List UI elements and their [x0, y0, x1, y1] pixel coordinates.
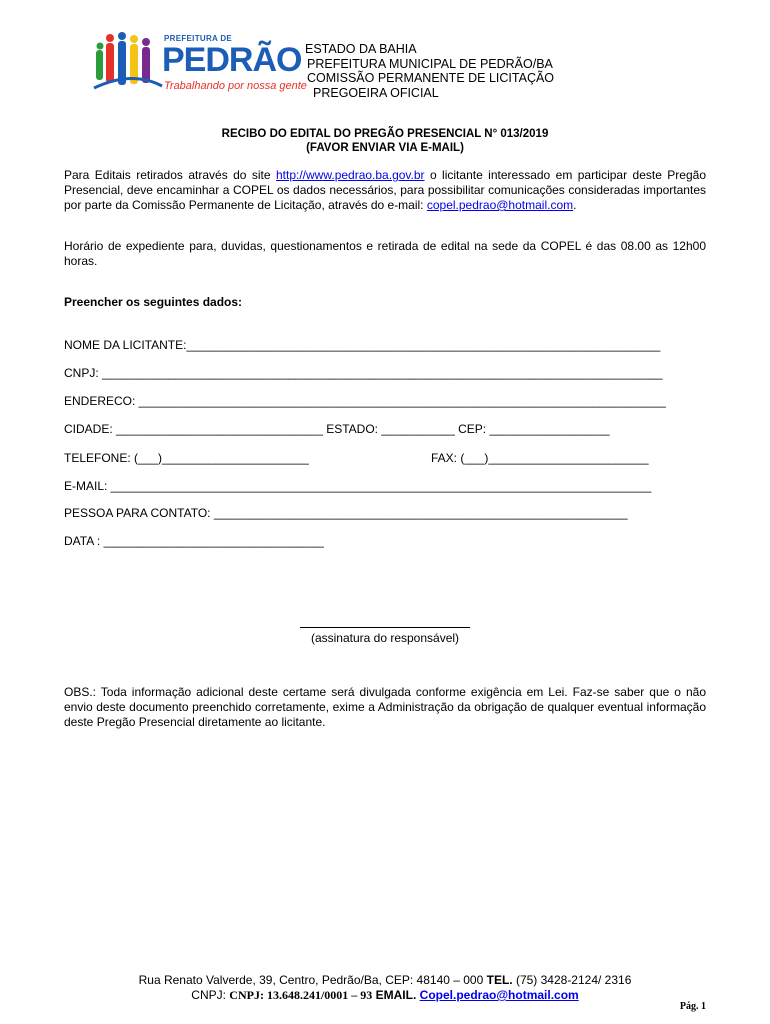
- logo-tagline: Trabalhando por nossa gente: [164, 80, 307, 92]
- page-number: Pág. 1: [679, 1001, 706, 1012]
- footer-email-label: EMAIL.: [375, 988, 417, 1002]
- field-cidade[interactable]: CIDADE: _______________________________ ESTADO: ___________ CEP: __________________: [64, 422, 610, 436]
- fill-heading: Preencher os seguintes dados:: [64, 295, 243, 309]
- field-nome[interactable]: NOME DA LICITANTE:_______________________________________________________________________: [64, 338, 661, 352]
- email-link[interactable]: copel.pedrao@hotmail.com: [426, 198, 574, 212]
- footer-address: Rua Renato Valverde, 39, Centro, Pedrão/Ba, CEP: 48140 – 000: [138, 973, 487, 987]
- pedrao-logo: [92, 30, 307, 100]
- intro-paragraph: [64, 168, 706, 213]
- field-contato[interactable]: PESSOA PARA CONTATO: ______________________________________________________________: [64, 506, 628, 520]
- site-link[interactable]: http://www.pedrao.ba.gov.br: [276, 168, 425, 182]
- header-state: ESTADO DA BAHIA: [305, 42, 417, 56]
- footer-email-link[interactable]: Copel.pedrao@hotmail.com: [419, 988, 579, 1002]
- logo-name: PEDRÃO: [162, 41, 302, 79]
- header-pregoeira: PREGOEIRA OFICIAL: [313, 85, 439, 100]
- hours-paragraph: Horário de expediente para, duvidas, questionamentos e retirada de edital na sede da COPEL é das 08.00 as 12h00 horas.: [64, 239, 706, 268]
- intro-text-end: .: [573, 198, 577, 212]
- document-header: [305, 42, 554, 100]
- footer-tel: (75) 3428-2124/ 2316: [512, 973, 632, 987]
- header-prefecture: PREFEITURA MUNICIPAL DE PEDRÃO/BA: [307, 56, 553, 71]
- intro-text-before: Para Editais retirados através do site: [64, 168, 276, 182]
- footer-contact-line: [0, 988, 770, 1003]
- intro-text-after: o licitante interessado em participar deste Pregão Presencial, deve encaminhar a COPEL os dados necessários, para possibilitar comunicações consideradas importantes por parte da Comissão Permanente de Licitação, através do e-mail:: [64, 168, 706, 212]
- footer-cnpj: CNPJ: 13.648.241/0001 – 93: [229, 988, 373, 1002]
- title-line1: RECIBO DO EDITAL DO PREGÃO PRESENCIAL N° 013/2019: [221, 128, 549, 140]
- title-line2: (FAVOR ENVIAR VIA E-MAIL): [306, 141, 464, 154]
- signature-label: (assinatura do responsável): [310, 631, 460, 645]
- obs-paragraph: OBS.: Toda informação adicional deste certame será divulgada conforme exigência em Lei. Faz-se saber que o não envio deste documento preenchido corretamente, exime a Administração da obrigação de qualquer eventual informação deste Pregão Presencial diretamente ao licitante.: [64, 685, 706, 729]
- field-telefone[interactable]: TELEFONE: (___)______________________: [64, 451, 309, 465]
- signature-line: [300, 627, 470, 628]
- header-commission: COMISSÃO PERMANENTE DE LICITAÇÃO: [307, 71, 555, 85]
- field-cnpj[interactable]: CNPJ: ____________________________________________________________________________________: [64, 366, 663, 380]
- document-title: [0, 128, 770, 155]
- field-endereco[interactable]: ENDERECO: _______________________________________________________________________________: [64, 394, 666, 408]
- field-fax[interactable]: FAX: (___)________________________: [431, 451, 649, 465]
- footer-address-line: [0, 973, 770, 987]
- field-email[interactable]: E-MAIL: _________________________________________________________________________________: [64, 479, 652, 493]
- footer-cnpj-label: CNPJ:: [191, 988, 230, 1002]
- footer-tel-label: TEL.: [486, 973, 513, 987]
- logo-top-text: PREFEITURA DE: [164, 34, 233, 43]
- field-data[interactable]: DATA : _________________________________: [64, 534, 324, 548]
